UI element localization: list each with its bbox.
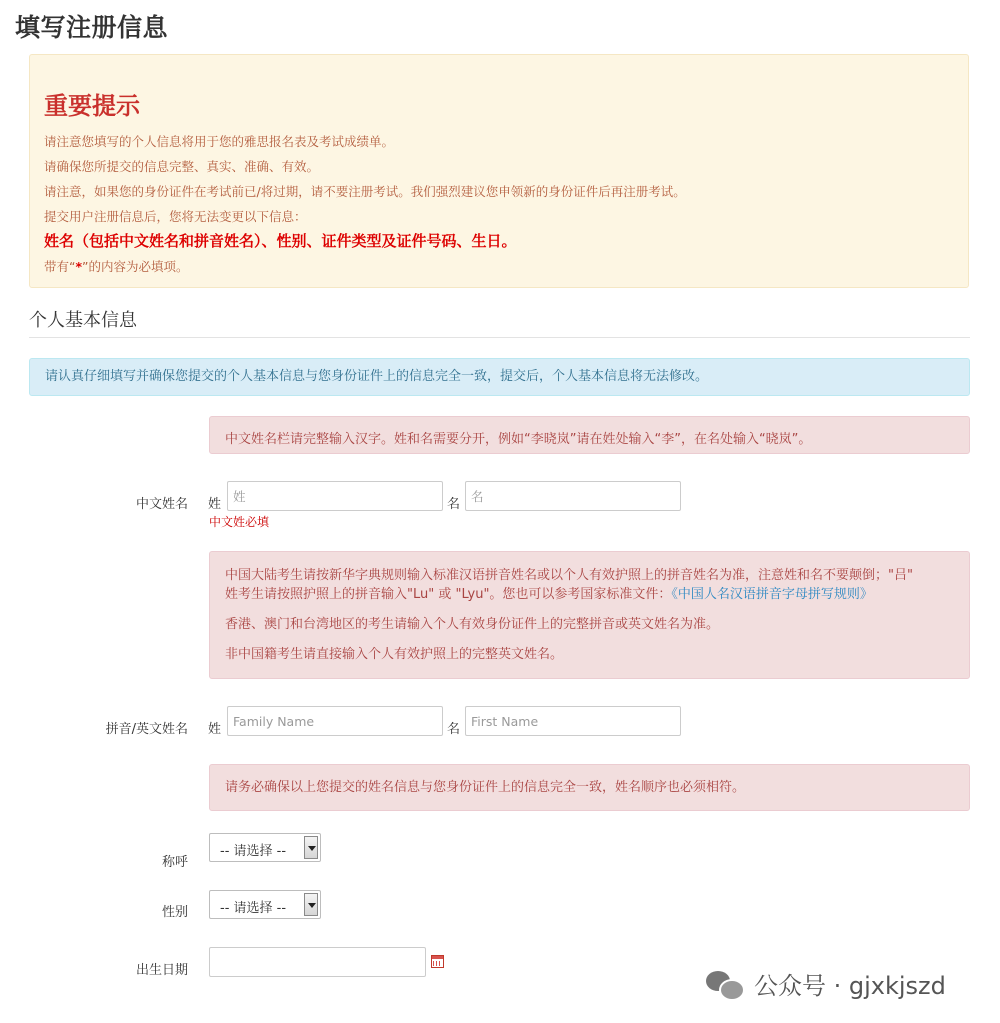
chinese-given-name-input[interactable] bbox=[465, 481, 681, 511]
title-select[interactable] bbox=[209, 833, 321, 862]
chinese-name-label: 中文姓名 bbox=[135, 497, 188, 512]
family-name-input[interactable] bbox=[227, 706, 443, 736]
alert-text: 香港、澳门和台湾地区的考生请输入个人有效身份证件上的完整拼音或英文姓名为准。 bbox=[225, 617, 720, 632]
required-star: * bbox=[75, 259, 83, 274]
first-name-input[interactable] bbox=[465, 706, 681, 736]
page-title: 填写注册信息 bbox=[15, 13, 169, 42]
surname-prefix: 姓 bbox=[208, 722, 222, 737]
surname-prefix: 姓 bbox=[208, 497, 222, 512]
gender-select[interactable] bbox=[209, 890, 321, 919]
given-prefix: 名 bbox=[447, 497, 461, 512]
info-alert: 请认真仔细填写并确保您提交的个人基本信息与您身份证件上的信息完全一致，提交后，个人基本信息将无法修改。 bbox=[29, 358, 970, 396]
chinese-name-alert bbox=[209, 416, 970, 454]
section-title: 个人基本信息 bbox=[29, 310, 137, 331]
dob-input[interactable] bbox=[209, 947, 426, 977]
section-divider bbox=[29, 337, 970, 338]
gender-label: 性别 bbox=[161, 905, 188, 920]
title-select-value: -- 请选择 -- bbox=[220, 844, 287, 859]
chinese-surname-error: 中文姓必填 bbox=[209, 515, 270, 529]
notice-emphasis: 姓名（包括中文姓名和拼音姓名）、性别、证件类型及证件号码、生日。 bbox=[44, 232, 517, 250]
notice-line: 请确保您所提交的信息完整、真实、准确、有效。 bbox=[44, 159, 320, 174]
important-notice bbox=[29, 54, 969, 288]
name-order-alert bbox=[209, 764, 970, 811]
alert-text: 中文姓名栏请完整输入汉字。姓和名需要分开，例如“李晓岚”请在姓处输入“李”，在名处输入“晓岚”。 bbox=[225, 432, 812, 447]
alert-text: 姓考生请按照护照上的拼音输入"Lu" 或 "Lyu"。您也可以参考国家标准文件：《中国人名汉语拼音字母拼写规则》 bbox=[225, 587, 873, 602]
notice-title: 重要提示 bbox=[44, 92, 140, 120]
alert-text: 中国大陆考生请按新华字典规则输入标准汉语拼音姓名或以个人有效护照上的拼音姓名为准，注意姓和名不要颠倒；"吕" bbox=[225, 568, 913, 583]
calendar-icon[interactable] bbox=[431, 955, 444, 968]
alert-text: 请务必确保以上您提交的姓名信息与您身份证件上的信息完全一致，姓名顺序也必须相符。 bbox=[225, 780, 746, 795]
watermark-text: 公众号 · gjxkjszd bbox=[754, 972, 946, 1000]
required-note: 带有“*”的内容为必填项。 bbox=[44, 259, 189, 274]
pinyin-name-label: 拼音/英文姓名 bbox=[105, 722, 188, 737]
dob-label: 出生日期 bbox=[135, 963, 188, 978]
given-prefix: 名 bbox=[447, 722, 461, 737]
title-label: 称呼 bbox=[161, 855, 188, 870]
chinese-surname-input[interactable] bbox=[227, 481, 443, 511]
notice-line: 请注意，如果您的身份证件在考试前已/将过期，请不要注册考试。我们强烈建议您申领新的身份证件后再注册考试。 bbox=[44, 184, 686, 199]
gender-select-value: -- 请选择 -- bbox=[220, 901, 287, 916]
chevron-down-icon bbox=[304, 836, 318, 859]
chevron-down-icon bbox=[304, 893, 318, 916]
wechat-icon bbox=[706, 969, 744, 999]
notice-line: 提交用户注册信息后，您将无法变更以下信息： bbox=[44, 209, 307, 224]
notice-line: 请注意您填写的个人信息将用于您的雅思报名表及考试成绩单。 bbox=[44, 134, 395, 149]
pinyin-standard-link[interactable]: 《中国人名汉语拼音字母拼写规则》 bbox=[671, 587, 873, 602]
pinyin-rules-alert bbox=[209, 551, 970, 679]
alert-text: 非中国籍考生请直接输入个人有效护照上的完整英文姓名。 bbox=[225, 647, 564, 662]
watermark bbox=[706, 966, 946, 1001]
